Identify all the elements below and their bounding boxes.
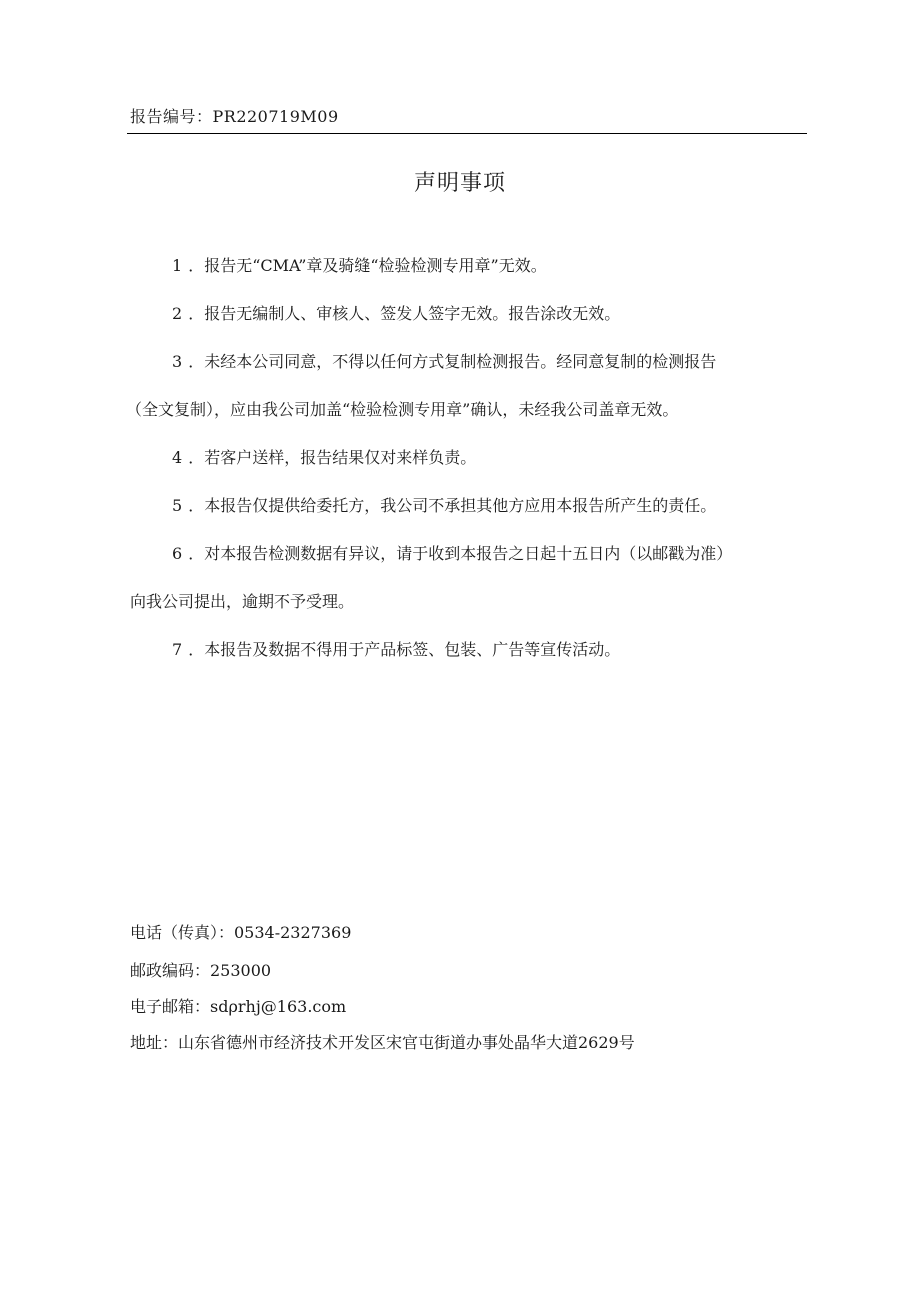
statement-line bbox=[130, 351, 820, 373]
report-number: 报告编号：PR220719M09 bbox=[130, 107, 339, 126]
statement-continuation: 向我公司提出，逾期不予受理。 bbox=[130, 592, 355, 611]
contact-info bbox=[130, 922, 820, 1054]
statement-line bbox=[130, 639, 820, 661]
statement-text: ．未经本公司同意，不得以任何方式复制检测报告。经同意复制的检测报告 bbox=[188, 352, 717, 371]
page-title: 声明事项 bbox=[413, 171, 506, 196]
statement-item-7 bbox=[130, 639, 820, 661]
statement-item-4 bbox=[130, 447, 820, 469]
statement-number: 5 bbox=[172, 496, 183, 515]
statement-text: ．本报告及数据不得用于产品标签、包装、广告等宣传活动。 bbox=[188, 640, 621, 659]
statement-number: 6 bbox=[172, 544, 183, 563]
postal-code: 邮政编码：253000 bbox=[130, 961, 272, 980]
header-divider bbox=[127, 133, 807, 134]
statement-item-3 bbox=[126, 351, 820, 421]
statement-text: ．本报告仅提供给委托方，我公司不承担其他方应用本报告所产生的责任。 bbox=[188, 496, 717, 515]
statement-number: 1 bbox=[172, 256, 183, 275]
statement-text: ．若客户送样，报告结果仅对来样负责。 bbox=[188, 448, 477, 467]
statement-line bbox=[130, 303, 820, 325]
statement-item-6 bbox=[130, 543, 820, 613]
postal-address: 地址：山东省德州市经济技术开发区宋官屯街道办事处晶华大道2629号 bbox=[130, 1033, 635, 1052]
statement-number: 4 bbox=[172, 448, 183, 467]
statement-line bbox=[130, 447, 820, 469]
email-address: 电子邮箱：sdρrhj@163.com bbox=[130, 997, 347, 1016]
statement-line bbox=[130, 255, 820, 277]
statement-item-1 bbox=[130, 255, 820, 277]
statement-text: ．报告无“CMA”章及骑缝“检验检测专用章”无效。 bbox=[188, 256, 547, 275]
statement-line bbox=[130, 495, 820, 517]
statement-line bbox=[130, 543, 820, 565]
statement-text: ．报告无编制人、审核人、签发人签字无效。报告涂改无效。 bbox=[188, 304, 621, 323]
statement-list bbox=[126, 255, 820, 687]
phone-fax: 电话（传真）：0534-2327369 bbox=[130, 923, 352, 942]
statement-number: 2 bbox=[172, 304, 183, 323]
statement-text: ．对本报告检测数据有异议，请于收到本报告之日起十五日内（以邮戳为准） bbox=[188, 544, 733, 563]
statement-item-2 bbox=[130, 303, 820, 325]
statement-number: 7 bbox=[172, 640, 183, 659]
statement-number: 3 bbox=[172, 352, 183, 371]
statement-item-5 bbox=[130, 495, 820, 517]
statement-continuation: （全文复制），应由我公司加盖“检验检测专用章”确认，未经我公司盖章无效。 bbox=[126, 400, 679, 419]
